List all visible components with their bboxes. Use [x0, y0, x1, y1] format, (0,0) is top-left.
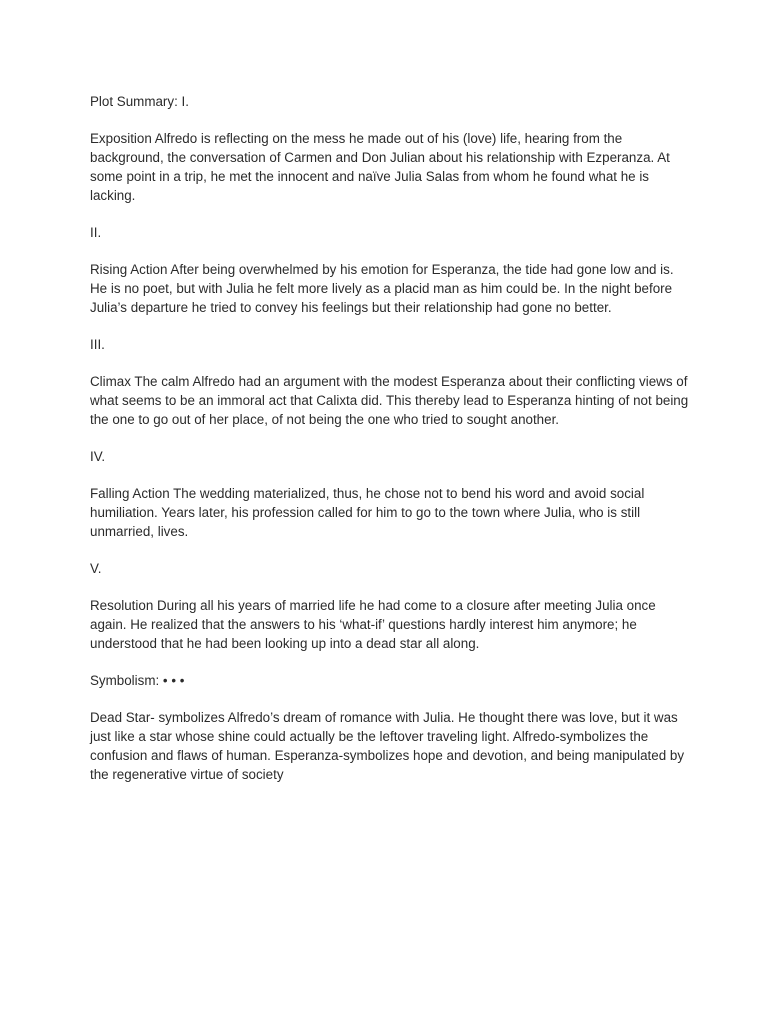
climax-paragraph: Climax The calm Alfredo had an argument with the modest Esperanza about their conflicting views of what seems to be an immoral act that Calixta did. This thereby lead to Esperanza hinting of not being the one to go out of her place, of not being the one who tried to sought another. [90, 374, 689, 427]
section-5-heading: V. [90, 561, 102, 576]
resolution-paragraph: Resolution During all his years of married life he had come to a closure after meeting Julia once again. He realized that the answers to his ‘what-if’ questions hardly interest him anymore; he understood that he had been looking up into a dead star all along. [90, 598, 656, 651]
exposition-paragraph: Exposition Alfredo is reflecting on the mess he made out of his (love) life, hearing from the background, the conversation of Carmen and Don Julian about his relationship with Ezperanza. At some point in a trip, he met the innocent and naïve Julia Salas from whom he found what he is lacking. [90, 131, 670, 203]
rising-action-paragraph: Rising Action After being overwhelmed by his emotion for Esperanza, the tide had gone low and is. He is no poet, but with Julia he felt more lively as a placid man as him could be. In the night before Julia’s departure he tried to convey his feelings but their relationship had gone no better. [90, 262, 674, 315]
symbolism-heading: Symbolism: • • • [90, 673, 185, 688]
falling-action-paragraph: Falling Action The wedding materialized, thus, he chose not to bend his word and avoid social humiliation. Years later, his profession called for him to go to the town where Julia, who is still unmarried, lives. [90, 486, 645, 539]
symbolism-paragraph: Dead Star- symbolizes Alfredo’s dream of romance with Julia. He thought there was love, but it was just like a star whose shine could actually be the leftover traveling light. Alfredo-symbolizes the confusion and flaws of human. Esperanza-symbolizes hope and devotion, and being manipulated by the regenerative virtue of society [90, 710, 685, 782]
section-4-heading: IV. [90, 449, 106, 464]
plot-summary-heading: Plot Summary: I. [90, 94, 189, 109]
document-body [90, 92, 690, 802]
section-2-heading: II. [90, 225, 102, 240]
section-3-heading: III. [90, 337, 105, 352]
